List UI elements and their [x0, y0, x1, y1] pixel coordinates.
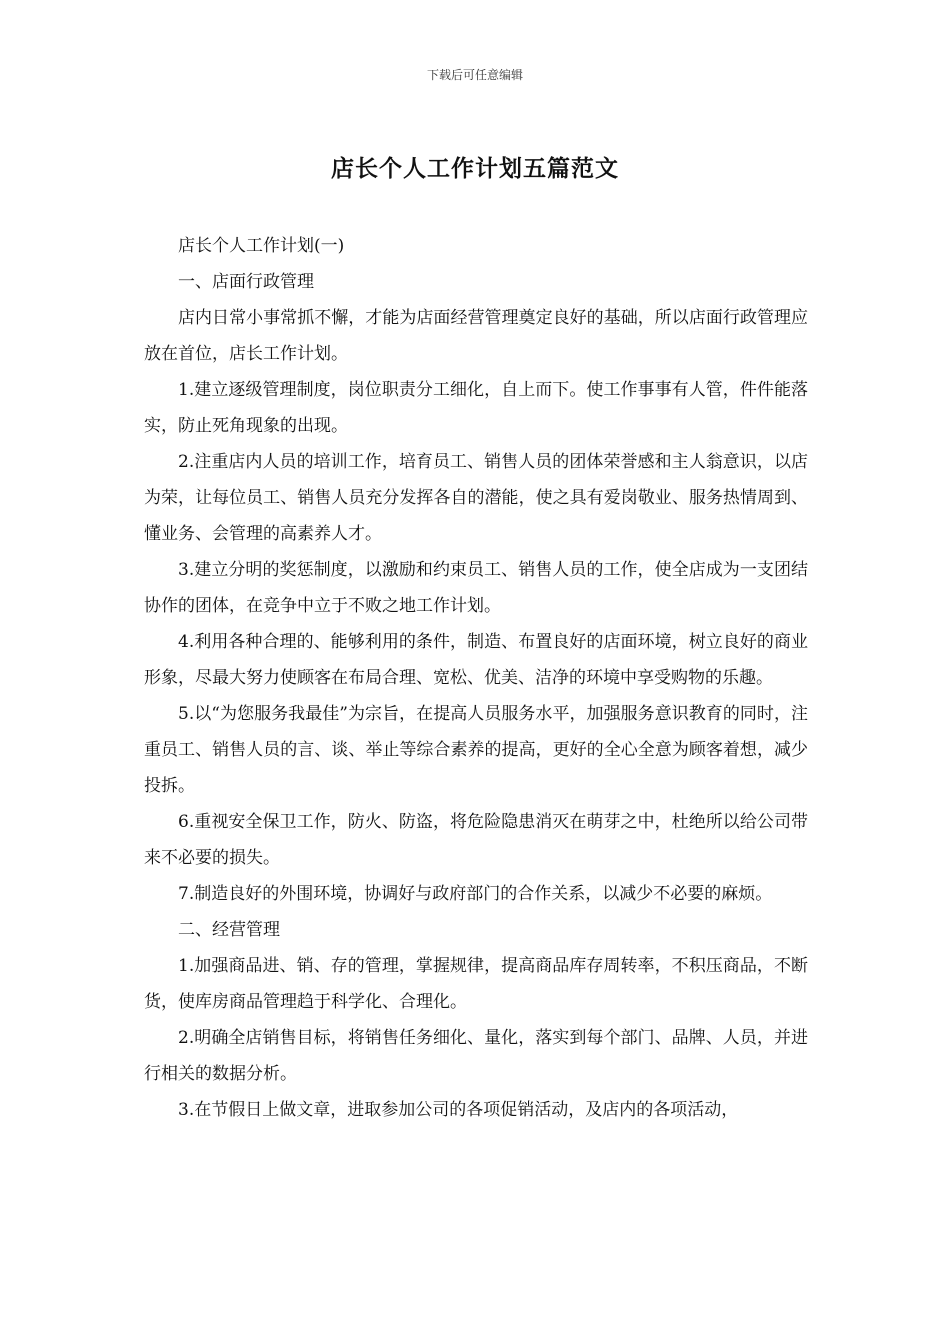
paragraph: 6.重视安全保卫工作，防火、防盗，将危险隐患消灭在萌芽之中，杜绝所以给公司带来不必要的损失。	[144, 812, 808, 868]
paragraph: 7.制造良好的外围环境，协调好与政府部门的合作关系，以减少不必要的麻烦。	[178, 884, 773, 904]
paragraph: 1.加强商品进、销、存的管理，掌握规律，提高商品库存周转率，不积压商品，不断货，使库房商品管理趋于科学化、合理化。	[144, 956, 808, 1012]
paragraph: 1.建立逐级管理制度，岗位职责分工细化，自上而下。使工作事事有人管，件件能落实，防止死角现象的出现。	[144, 380, 808, 436]
page-header: 下载后可任意编辑	[426, 68, 523, 82]
document-title: 店长个人工作计划五篇范文	[331, 155, 619, 182]
paragraph: 店内日常小事常抓不懈，才能为店面经营管理奠定良好的基础，所以店面行政管理应放在首位，店长工作计划。	[144, 308, 808, 364]
subsection-heading: 二、经营管理	[178, 920, 280, 940]
paragraph: 4.利用各种合理的、能够利用的条件，制造、布置良好的店面环境，树立良好的商业形象，尽最大努力使顾客在布局合理、宽松、优美、洁净的环境中享受购物的乐趣。	[144, 632, 808, 688]
paragraph: 2.注重店内人员的培训工作，培育员工、销售人员的团体荣誉感和主人翁意识，以店为荣，让每位员工、销售人员充分发挥各自的潜能，使之具有爱岗敬业、服务热情周到、懂业务、会管理的高素养人才。	[144, 452, 808, 544]
subsection-heading: 一、店面行政管理	[178, 272, 314, 292]
paragraph: 3.在节假日上做文章，进取参加公司的各项促销活动，及店内的各项活动，	[178, 1100, 739, 1120]
document-body	[144, 228, 808, 1128]
paragraph: 5.以“为您服务我最佳”为宗旨，在提高人员服务水平，加强服务意识教育的同时，注重员工、销售人员的言、谈、举止等综合素养的提高，更好的全心全意为顾客着想，减少投拆。	[144, 704, 808, 796]
section-heading: 店长个人工作计划(一)	[178, 236, 345, 256]
paragraph: 3.建立分明的奖惩制度，以激励和约束员工、销售人员的工作，使全店成为一支团结协作的团体，在竞争中立于不败之地工作计划。	[144, 560, 808, 616]
paragraph: 2.明确全店销售目标，将销售任务细化、量化，落实到每个部门、品牌、人员，并进行相关的数据分析。	[144, 1028, 808, 1084]
